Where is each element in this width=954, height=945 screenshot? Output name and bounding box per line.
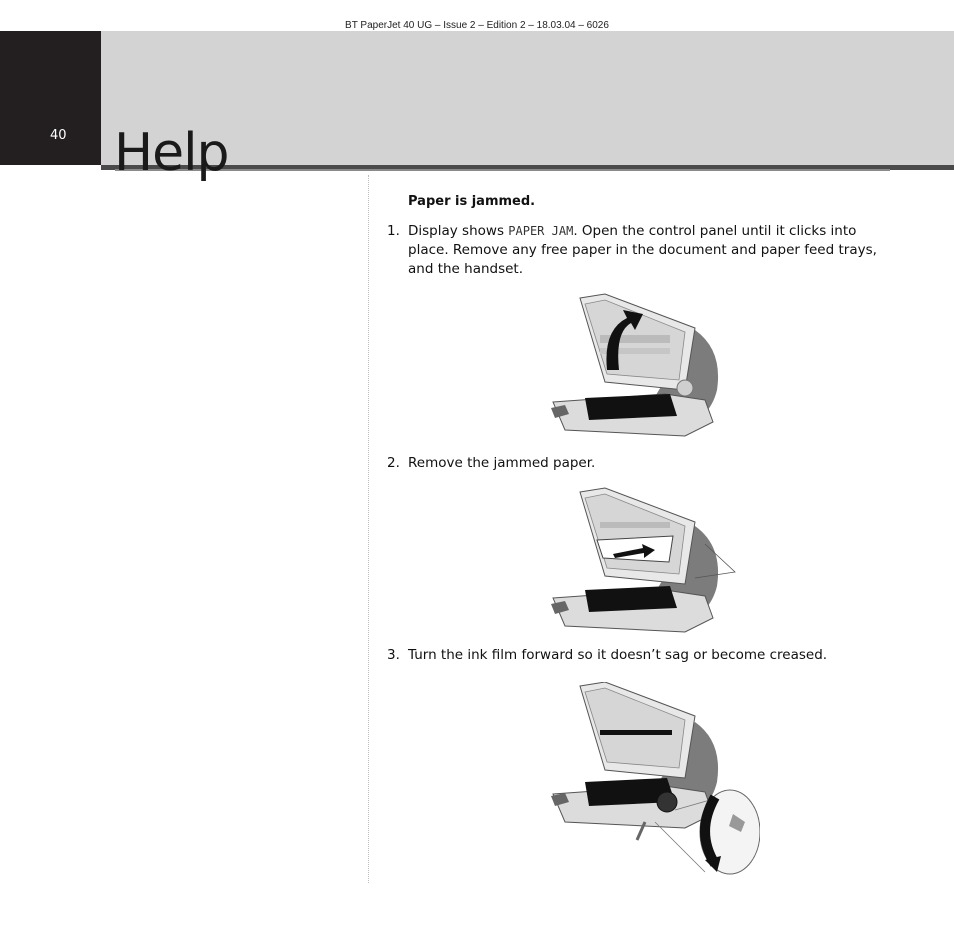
header-rule-thin bbox=[115, 169, 890, 171]
step-1 bbox=[387, 222, 897, 279]
step-2 bbox=[387, 454, 897, 473]
remove-jammed-paper-illustration bbox=[545, 486, 740, 634]
step-text: Turn the ink film forward so it doesn’t sag or become creased. bbox=[408, 647, 828, 663]
header-band bbox=[101, 31, 954, 165]
step-text-before: Display shows bbox=[408, 223, 509, 239]
step-number: 1. bbox=[387, 223, 400, 239]
column-divider bbox=[368, 175, 369, 883]
step-text bbox=[408, 222, 897, 279]
content bbox=[387, 192, 897, 223]
step-number: 3. bbox=[387, 647, 400, 663]
running-head: BT PaperJet 40 UG – Issue 2 – Edition 2 – 18.03.04 – 6026 bbox=[345, 20, 609, 31]
section-heading: Paper is jammed. bbox=[408, 194, 536, 209]
page-number: 40 bbox=[50, 128, 67, 143]
page-tab bbox=[0, 31, 101, 165]
turn-ink-film-illustration bbox=[545, 682, 760, 877]
step-3 bbox=[387, 646, 897, 665]
step-text: Remove the jammed paper. bbox=[408, 455, 596, 471]
page-title: Help bbox=[114, 122, 229, 183]
display-message: PAPER JAM bbox=[508, 224, 574, 238]
open-control-panel-illustration bbox=[545, 290, 725, 440]
step-text-after: . Open the control panel until it clicks into place. Remove any free paper in the document and paper feed trays, and the handset. bbox=[408, 223, 877, 277]
step-number: 2. bbox=[387, 455, 400, 471]
